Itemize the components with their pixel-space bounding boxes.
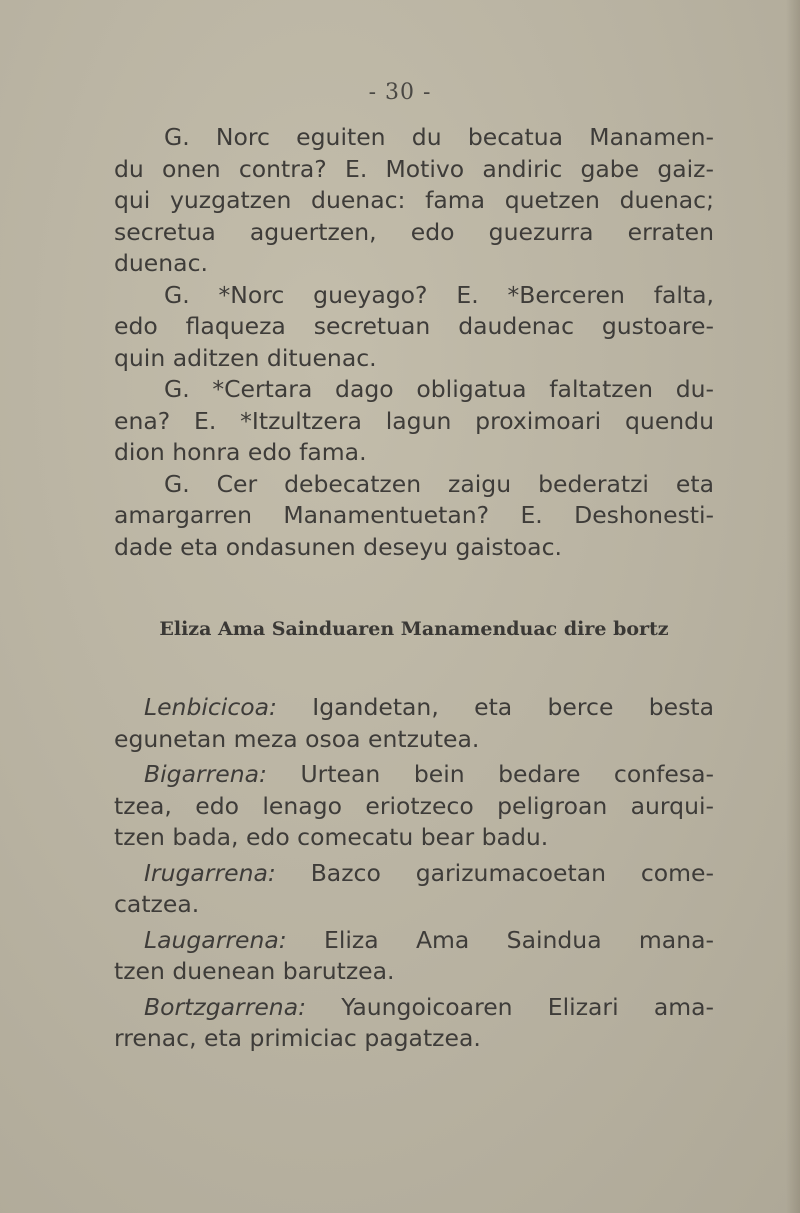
text-line: catzea. [114,890,200,918]
text-line [114,759,714,791]
commandment-label: Bortzgarrena: [144,992,307,1021]
text-line [114,692,714,724]
page-edge-shadow [786,0,800,1213]
text-line: duenac. [114,249,208,277]
text-line: G. *Certara dago obligatua faltatzen du- [164,375,714,403]
commandment-item [114,692,714,755]
commandment-text: Igandetan, eta berce besta [312,693,714,721]
commandment-label: Irugarrena: [144,858,276,887]
commandment-item [114,858,714,921]
text-line [114,858,714,890]
text-line: qui yuzgatzen duenac: fama quetzen duenac; [114,186,714,214]
text-line: edo flaqueza secretuan daudenac gustoare- [114,312,714,340]
commandments-list [114,692,714,1055]
text-line: tzen bada, edo comecatu bear badu. [114,823,549,851]
commandment-item [114,992,714,1055]
text-line: G. Norc eguiten du becatua Manamen- [164,123,714,151]
qa-entry [114,280,714,375]
text-line: rrenac, eta primiciac pagatzea. [114,1024,481,1052]
commandment-text: Yaungoicoaren Elizari ama- [341,992,714,1021]
text-line [114,925,714,957]
text-line: G. *Norc gueyago? E. *Berceren falta, [164,280,714,309]
qa-entry [114,122,714,280]
commandment-text: Eliza Ama Saindua mana- [324,925,714,954]
text-line: amargarren Manamentuetan? E. Deshonesti- [114,501,714,529]
commandment-text: Urtean bein bedare confesa- [300,760,714,788]
commandment-label: Laugarrena: [144,925,287,954]
text-line [114,992,714,1024]
question-answer-section [114,122,714,563]
text-line: quin aditzen dituenac. [114,343,377,372]
text-line: dion honra edo fama. [114,438,367,466]
text-line: tzen duenean barutzea. [114,957,395,985]
section-heading: Eliza Ama Sainduaren Manamenduac dire bortz [159,618,669,640]
commandment-text: Bazco garizumacoetan come- [310,858,714,887]
page-number: - 30 - [368,80,432,105]
qa-entry [114,469,714,564]
qa-entry [114,374,714,469]
text-line: ena? E. *Itzultzera lagun proximoari quendu [114,406,714,435]
commandment-label: Lenbicicoa: [144,693,277,721]
text-line: egunetan meza osoa entzutea. [114,724,480,753]
text-line: dade eta ondasunen deseyu gaistoac. [114,532,562,561]
text-line: secretua aguertzen, edo guezurra erraten [114,217,714,246]
commandment-label: Bigarrena: [144,760,267,788]
commandment-item [114,759,714,854]
text-line: G. Cer debecatzen zaigu bederatzi eta [164,469,714,498]
text-line: tzea, edo lenago eriotzeco peligroan aurqui- [114,791,714,820]
commandment-item [114,925,714,988]
text-line: du onen contra? E. Motivo andiric gabe gaiz- [114,154,714,183]
